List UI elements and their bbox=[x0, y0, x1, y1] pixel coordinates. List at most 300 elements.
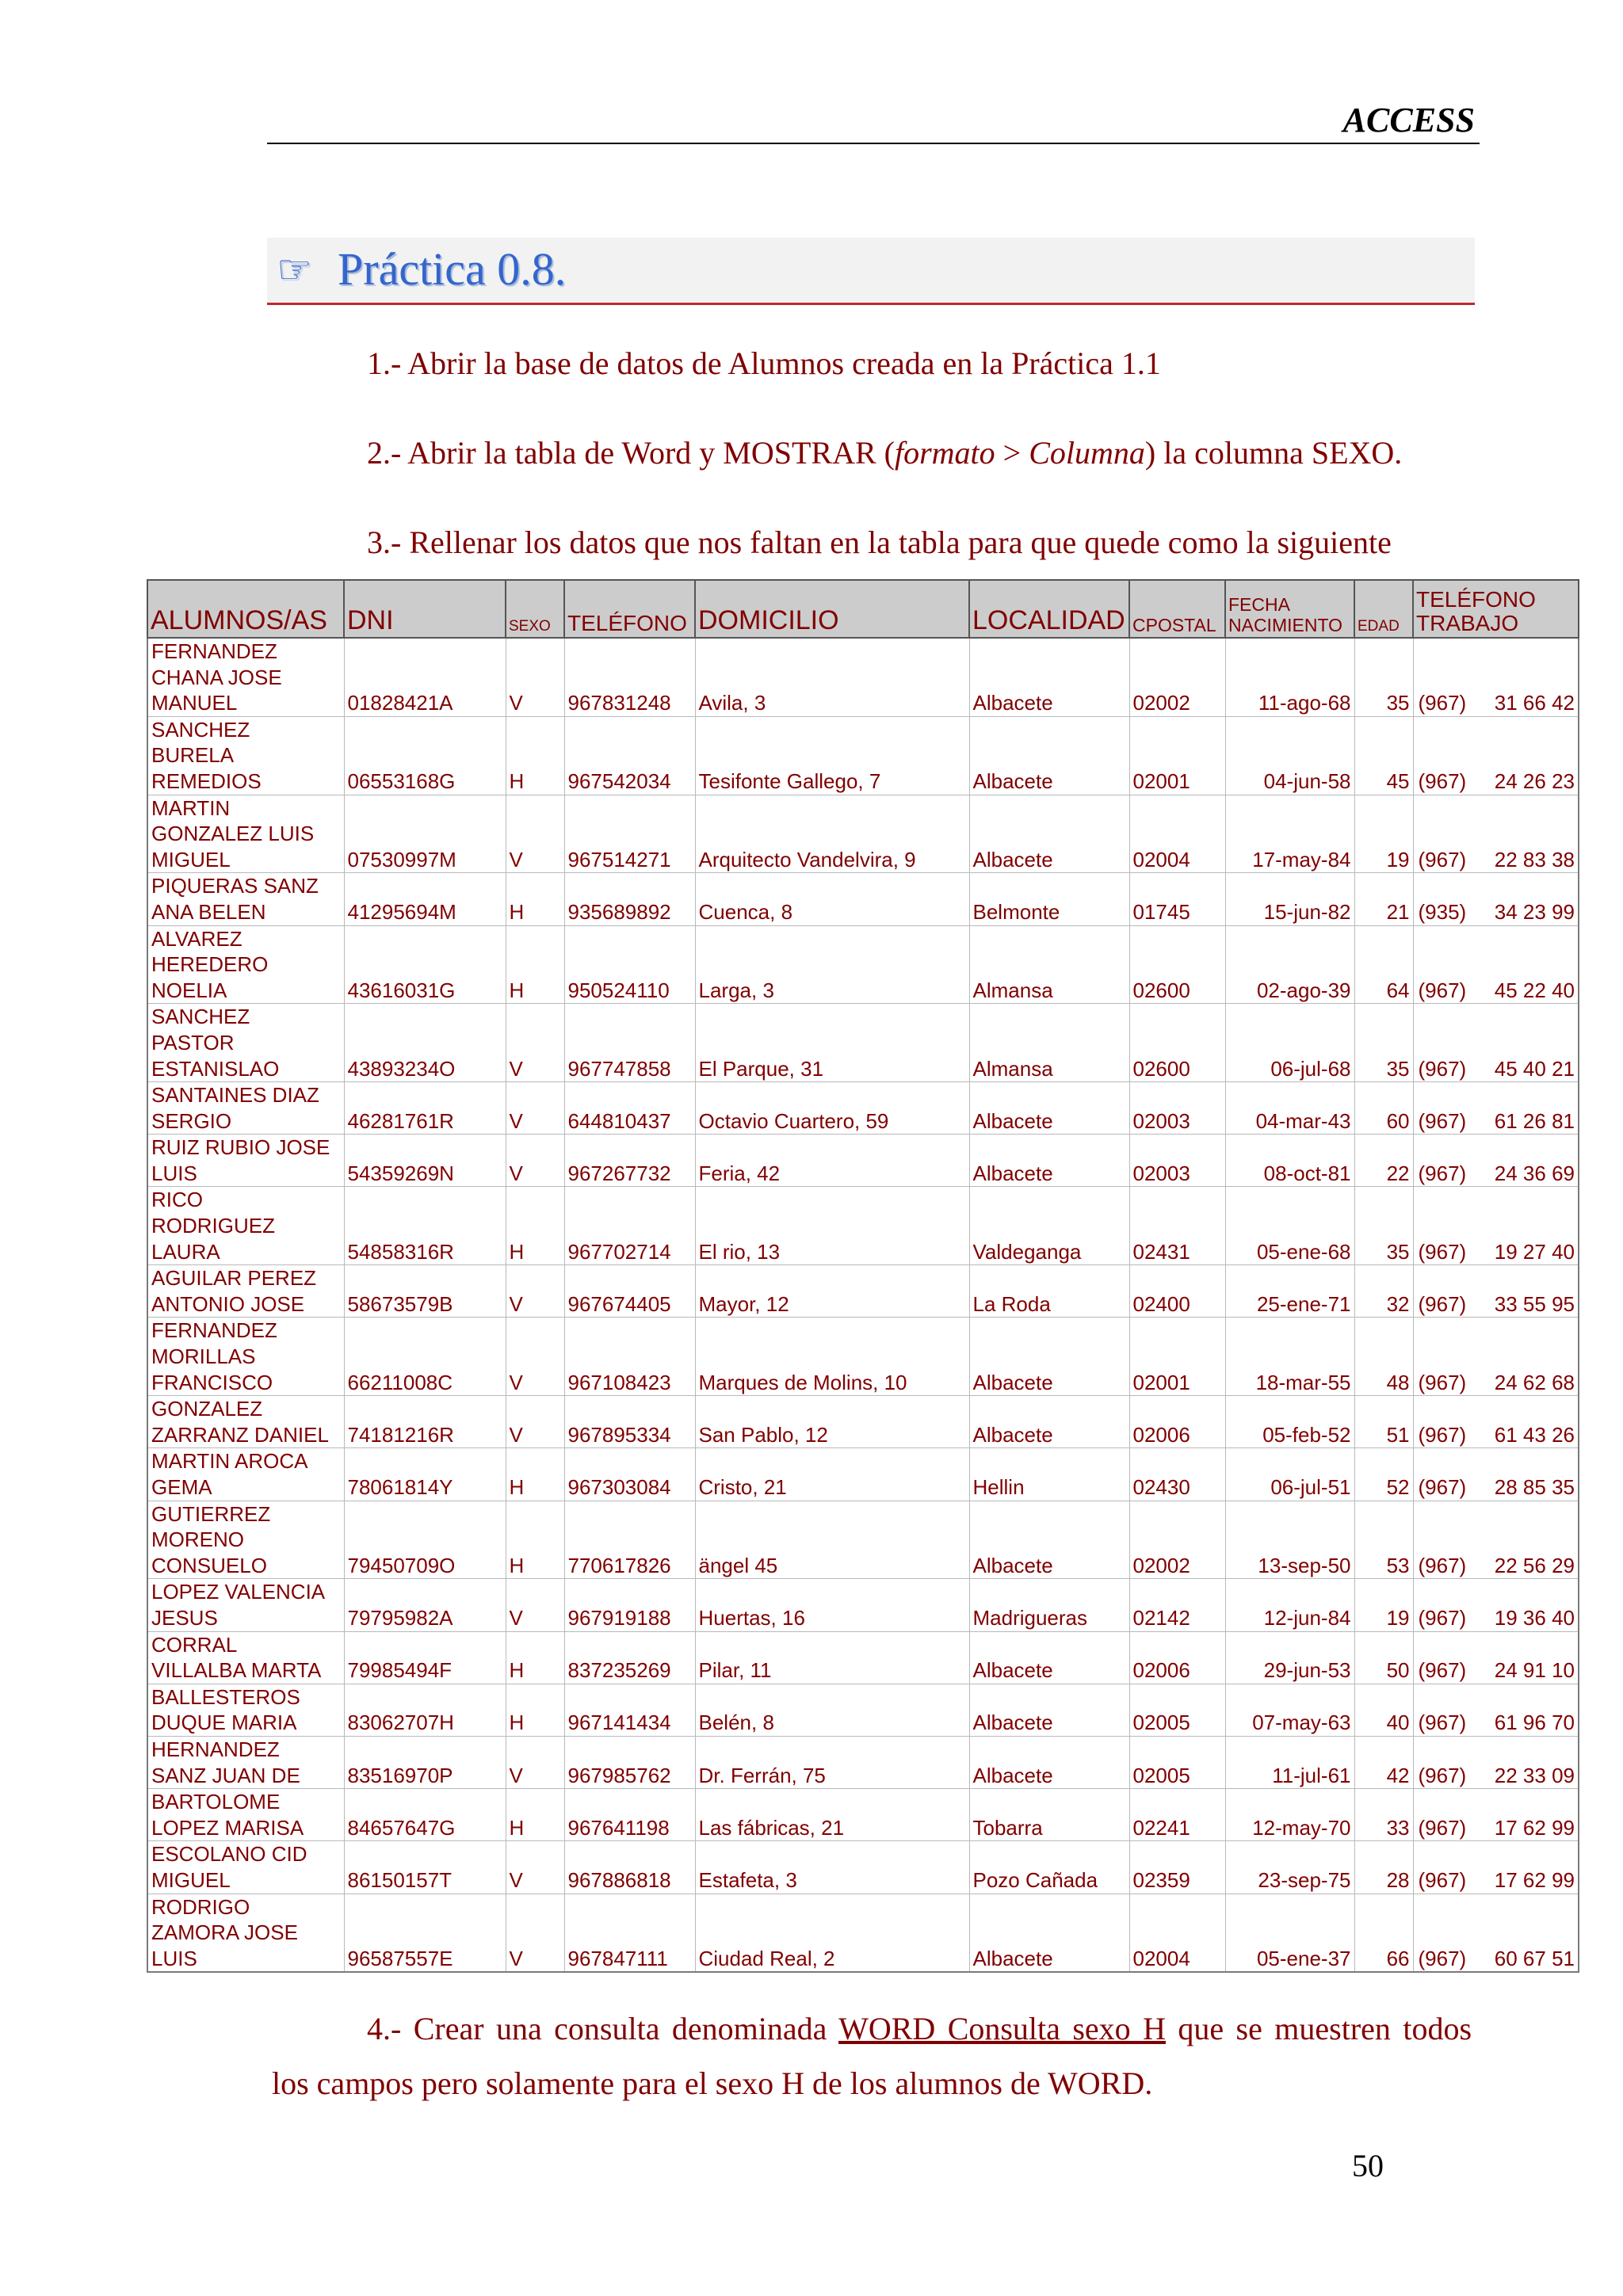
table-cell-edad: 35 bbox=[1354, 638, 1413, 716]
telefono-trabajo-area: (967) bbox=[1418, 1763, 1467, 1787]
running-header-title: ACCESS bbox=[1342, 101, 1475, 139]
telefono-trabajo bbox=[1417, 1056, 1575, 1082]
table-cell-localidad: Tobarra bbox=[969, 1789, 1129, 1841]
table-cell-telefono-trabajo bbox=[1413, 1396, 1579, 1448]
table-cell-dni: 83516970P bbox=[344, 1736, 506, 1788]
telefono-trabajo-area: (967) bbox=[1418, 978, 1467, 1002]
table-cell-telefono-trabajo bbox=[1413, 1789, 1579, 1841]
table-cell-edad: 48 bbox=[1354, 1318, 1413, 1396]
telefono-trabajo-area: (967) bbox=[1418, 1867, 1467, 1892]
name-line: MORILLAS bbox=[151, 1344, 256, 1369]
telefono-trabajo-numero: 24 36 69 bbox=[1494, 1161, 1575, 1185]
name-line: MARTIN bbox=[151, 795, 231, 820]
name-line: AGUILAR PEREZ bbox=[151, 1266, 317, 1291]
table-cell-sexo: H bbox=[506, 925, 564, 1004]
col-header-telefono bbox=[564, 580, 695, 638]
telefono-trabajo-numero: 22 83 38 bbox=[1494, 847, 1575, 871]
table-cell-cpostal: 02241 bbox=[1129, 1789, 1225, 1841]
table-cell-telefono: 967847111 bbox=[564, 1894, 695, 1972]
table-cell-edad: 52 bbox=[1354, 1448, 1413, 1501]
table-cell-fecha-nacimiento: 15-jun-82 bbox=[1225, 873, 1354, 925]
table-cell-edad: 32 bbox=[1354, 1265, 1413, 1318]
table-cell-dni: 07530997M bbox=[344, 795, 506, 873]
name-line: MARTIN AROCA bbox=[151, 1449, 308, 1474]
table-cell-sexo: H bbox=[506, 1631, 564, 1684]
telefono-trabajo-numero: 17 62 99 bbox=[1494, 1867, 1575, 1892]
step-4-text-end: que se muestren todos bbox=[1165, 2011, 1472, 2046]
header-label: EDAD bbox=[1358, 618, 1400, 635]
table-cell-domicilio: Arquitecto Vandelvira, 9 bbox=[695, 795, 969, 873]
name-line: SANCHEZ bbox=[151, 1005, 250, 1029]
table-cell-edad: 35 bbox=[1354, 1004, 1413, 1082]
table-cell-telefono-trabajo bbox=[1413, 925, 1579, 1004]
table-cell-dni: 43616031G bbox=[344, 925, 506, 1004]
name-line: ESTANISLAO bbox=[151, 1056, 280, 1081]
table-cell-cpostal: 01745 bbox=[1129, 873, 1225, 925]
table-cell-dni: 58673579B bbox=[344, 1265, 506, 1318]
table-cell-localidad: Valdeganga bbox=[969, 1187, 1129, 1265]
table-cell-fecha-nacimiento: 17-may-84 bbox=[1225, 795, 1354, 873]
table-cell-localidad: Almansa bbox=[969, 925, 1129, 1004]
table-cell-sexo: V bbox=[506, 638, 564, 716]
table-cell-domicilio: Mayor, 12 bbox=[695, 1265, 969, 1318]
step-3: 3.- Rellenar los datos que nos faltan en la tabla para que quede como la siguiente bbox=[367, 524, 1392, 560]
telefono-trabajo-area: (967) bbox=[1418, 691, 1467, 715]
name-line: BURELA bbox=[151, 743, 235, 768]
table-cell-localidad: Albacete bbox=[969, 716, 1129, 795]
table-cell-cpostal: 02006 bbox=[1129, 1631, 1225, 1684]
telefono-trabajo bbox=[1417, 1553, 1575, 1579]
name-line: SANCHEZ bbox=[151, 717, 250, 742]
table-cell-sexo: V bbox=[506, 1894, 564, 1972]
table-cell-name bbox=[147, 716, 344, 795]
name-line: SANZ JUAN DE bbox=[151, 1763, 300, 1787]
name-line: FRANCISCO bbox=[151, 1370, 273, 1394]
table-cell-cpostal: 02002 bbox=[1129, 1501, 1225, 1579]
telefono-trabajo bbox=[1417, 899, 1575, 925]
table-cell-telefono: 967108423 bbox=[564, 1318, 695, 1396]
table-row bbox=[147, 873, 1579, 925]
table-cell-domicilio: Las fábricas, 21 bbox=[695, 1789, 969, 1841]
table-cell-telefono: 967831248 bbox=[564, 638, 695, 716]
practice-title: Práctica 0.8. bbox=[338, 243, 567, 295]
table-cell-telefono-trabajo bbox=[1413, 1501, 1579, 1579]
telefono-trabajo-area: (967) bbox=[1418, 847, 1467, 871]
name-line: REMEDIOS bbox=[151, 769, 262, 793]
table-cell-fecha-nacimiento: 04-mar-43 bbox=[1225, 1082, 1354, 1135]
step-1: 1.- Abrir la base de datos de Alumnos creada en la Práctica 1.1 bbox=[367, 345, 1161, 381]
name-line: ESCOLANO CID bbox=[151, 1842, 307, 1867]
telefono-trabajo-area: (967) bbox=[1418, 1658, 1467, 1683]
name-line: LOPEZ MARISA bbox=[151, 1815, 304, 1840]
table-cell-name bbox=[147, 1894, 344, 1972]
name-line: SERGIO bbox=[151, 1108, 232, 1133]
table-cell-dni: 84657647G bbox=[344, 1789, 506, 1841]
name-line: ALVAREZ bbox=[151, 926, 242, 951]
table-cell-fecha-nacimiento: 25-ene-71 bbox=[1225, 1265, 1354, 1318]
table-cell-fecha-nacimiento: 07-may-63 bbox=[1225, 1684, 1354, 1736]
table-cell-localidad: Albacete bbox=[969, 1135, 1129, 1187]
table-cell-domicilio: El rio, 13 bbox=[695, 1187, 969, 1265]
step-4-text: 4.- Crear una consulta denominada bbox=[367, 2011, 839, 2046]
table-cell-name bbox=[147, 873, 344, 925]
table-cell-edad: 50 bbox=[1354, 1631, 1413, 1684]
col-header-dni bbox=[344, 580, 506, 638]
table-cell-name bbox=[147, 1318, 344, 1396]
table-row bbox=[147, 1631, 1579, 1684]
telefono-trabajo bbox=[1417, 978, 1575, 1004]
table-cell-telefono-trabajo bbox=[1413, 1579, 1579, 1631]
col-header-alumnos bbox=[147, 580, 344, 638]
table-cell-name bbox=[147, 1579, 344, 1631]
table-cell-telefono-trabajo bbox=[1413, 1135, 1579, 1187]
telefono-trabajo-area: (967) bbox=[1418, 1108, 1467, 1133]
table-cell-localidad: Albacete bbox=[969, 1631, 1129, 1684]
table-cell-dni: 06553168G bbox=[344, 716, 506, 795]
table-row bbox=[147, 1841, 1579, 1894]
table-cell-sexo: V bbox=[506, 1396, 564, 1448]
telefono-trabajo-numero: 45 40 21 bbox=[1494, 1056, 1575, 1081]
table-cell-name bbox=[147, 1004, 344, 1082]
telefono-trabajo-area: (935) bbox=[1418, 899, 1467, 924]
table-cell-fecha-nacimiento: 06-jul-68 bbox=[1225, 1004, 1354, 1082]
table-cell-dni: 83062707H bbox=[344, 1684, 506, 1736]
name-line: RUIZ RUBIO JOSE bbox=[151, 1135, 330, 1160]
telefono-trabajo-numero: 31 66 42 bbox=[1494, 691, 1575, 715]
name-line: HEREDERO bbox=[151, 952, 269, 977]
telefono-trabajo-numero: 60 67 51 bbox=[1494, 1946, 1575, 1970]
table-cell-telefono-trabajo bbox=[1413, 1265, 1579, 1318]
table-cell-edad: 28 bbox=[1354, 1841, 1413, 1894]
table-cell-name bbox=[147, 1396, 344, 1448]
table-cell-fecha-nacimiento: 02-ago-39 bbox=[1225, 925, 1354, 1004]
telefono-trabajo-numero: 34 23 99 bbox=[1494, 899, 1575, 924]
table-cell-edad: 45 bbox=[1354, 716, 1413, 795]
table-row bbox=[147, 1789, 1579, 1841]
table-cell-fecha-nacimiento: 08-oct-81 bbox=[1225, 1135, 1354, 1187]
table-cell-sexo: V bbox=[506, 1135, 564, 1187]
telefono-trabajo-numero: 24 26 23 bbox=[1494, 769, 1575, 793]
alumnos-table bbox=[147, 579, 1579, 1973]
table-cell-telefono-trabajo bbox=[1413, 873, 1579, 925]
name-line: MANUEL bbox=[151, 691, 238, 715]
table-cell-dni: 66211008C bbox=[344, 1318, 506, 1396]
col-header-edad bbox=[1354, 580, 1413, 638]
name-line: NOELIA bbox=[151, 978, 227, 1002]
table-row bbox=[147, 1448, 1579, 1501]
telefono-trabajo bbox=[1417, 1763, 1575, 1789]
name-line: VILLALBA MARTA bbox=[151, 1658, 322, 1683]
header-label: CPOSTAL bbox=[1132, 615, 1216, 635]
telefono-trabajo-area: (967) bbox=[1418, 1946, 1467, 1970]
telefono-trabajo bbox=[1417, 1867, 1575, 1894]
telefono-trabajo-numero: 28 85 35 bbox=[1494, 1475, 1575, 1499]
table-cell-sexo: V bbox=[506, 1736, 564, 1788]
table-cell-telefono-trabajo bbox=[1413, 795, 1579, 873]
telefono-trabajo-area: (967) bbox=[1418, 1475, 1467, 1499]
col-header-localidad bbox=[969, 580, 1129, 638]
table-cell-localidad: Albacete bbox=[969, 638, 1129, 716]
telefono-trabajo bbox=[1417, 1815, 1575, 1841]
table-cell-fecha-nacimiento: 12-may-70 bbox=[1225, 1789, 1354, 1841]
table-cell-domicilio: Marques de Molins, 10 bbox=[695, 1318, 969, 1396]
table-cell-name bbox=[147, 1501, 344, 1579]
name-line: RODRIGUEZ bbox=[151, 1214, 275, 1238]
table-cell-domicilio: ängel 45 bbox=[695, 1501, 969, 1579]
table-cell-localidad: La Roda bbox=[969, 1265, 1129, 1318]
name-line: GONZALEZ bbox=[151, 1397, 263, 1421]
table-cell-telefono-trabajo bbox=[1413, 1187, 1579, 1265]
table-cell-telefono: 967895334 bbox=[564, 1396, 695, 1448]
telefono-trabajo bbox=[1417, 1161, 1575, 1187]
table-cell-domicilio: Avila, 3 bbox=[695, 638, 969, 716]
step-2-italic-formato: formato bbox=[894, 435, 995, 471]
table-cell-cpostal: 02600 bbox=[1129, 925, 1225, 1004]
table-cell-dni: 86150157T bbox=[344, 1841, 506, 1894]
name-line: PIQUERAS SANZ bbox=[151, 874, 319, 898]
telefono-trabajo-area: (967) bbox=[1418, 1239, 1467, 1264]
telefono-trabajo-numero: 61 43 26 bbox=[1494, 1422, 1575, 1447]
header-label-line: TRABAJO bbox=[1416, 611, 1519, 635]
table-cell-edad: 60 bbox=[1354, 1082, 1413, 1135]
name-line: BARTOLOME bbox=[151, 1790, 281, 1814]
table-row bbox=[147, 795, 1579, 873]
table-cell-domicilio: Octavio Cuartero, 59 bbox=[695, 1082, 969, 1135]
table-cell-dni: 01828421A bbox=[344, 638, 506, 716]
telefono-trabajo-numero: 61 96 70 bbox=[1494, 1711, 1575, 1735]
table-cell-dni: 43893234O bbox=[344, 1004, 506, 1082]
step-2-text-end: ) la columna SEXO. bbox=[1144, 435, 1403, 471]
table-row bbox=[147, 1501, 1579, 1579]
table-cell-fecha-nacimiento: 11-ago-68 bbox=[1225, 638, 1354, 716]
table-cell-localidad: Albacete bbox=[969, 1894, 1129, 1972]
header-label-line: TELÉFONO bbox=[1416, 587, 1536, 612]
table-cell-domicilio: Belén, 8 bbox=[695, 1684, 969, 1736]
table-cell-edad: 66 bbox=[1354, 1894, 1413, 1972]
table-cell-telefono: 967141434 bbox=[564, 1684, 695, 1736]
table-row bbox=[147, 1736, 1579, 1788]
telefono-trabajo bbox=[1417, 1422, 1575, 1448]
table-cell-edad: 40 bbox=[1354, 1684, 1413, 1736]
name-line: CORRAL bbox=[151, 1632, 238, 1657]
table-cell-domicilio: El Parque, 31 bbox=[695, 1004, 969, 1082]
table-cell-domicilio: Cristo, 21 bbox=[695, 1448, 969, 1501]
page-number: 50 bbox=[1352, 2148, 1384, 2183]
table-row bbox=[147, 716, 1579, 795]
table-cell-localidad: Albacete bbox=[969, 1501, 1129, 1579]
table-cell-edad: 42 bbox=[1354, 1736, 1413, 1788]
table-row bbox=[147, 1684, 1579, 1736]
table-cell-telefono: 950524110 bbox=[564, 925, 695, 1004]
table-cell-telefono: 967919188 bbox=[564, 1579, 695, 1631]
name-line: LAURA bbox=[151, 1239, 220, 1264]
col-header-fecha-nacimiento bbox=[1225, 580, 1354, 638]
table-row bbox=[147, 1396, 1579, 1448]
table-cell-sexo: H bbox=[506, 1187, 564, 1265]
name-line: ZARRANZ DANIEL bbox=[151, 1422, 329, 1447]
telefono-trabajo-area: (967) bbox=[1418, 1291, 1467, 1316]
telefono-trabajo bbox=[1417, 1474, 1575, 1501]
name-line: ZAMORA JOSE bbox=[151, 1920, 298, 1945]
telefono-trabajo-area: (967) bbox=[1418, 1056, 1467, 1081]
table-cell-cpostal: 02430 bbox=[1129, 1448, 1225, 1501]
name-line: BALLESTEROS bbox=[151, 1684, 300, 1709]
table-cell-domicilio: San Pablo, 12 bbox=[695, 1396, 969, 1448]
table-cell-sexo: H bbox=[506, 1684, 564, 1736]
table-cell-cpostal: 02002 bbox=[1129, 638, 1225, 716]
table-cell-domicilio: Larga, 3 bbox=[695, 925, 969, 1004]
table-cell-sexo: V bbox=[506, 1579, 564, 1631]
telefono-trabajo-numero: 24 91 10 bbox=[1494, 1658, 1575, 1683]
table-cell-edad: 21 bbox=[1354, 873, 1413, 925]
table-cell-fecha-nacimiento: 18-mar-55 bbox=[1225, 1318, 1354, 1396]
table-cell-edad: 51 bbox=[1354, 1396, 1413, 1448]
col-header-domicilio bbox=[695, 580, 969, 638]
table-cell-sexo: V bbox=[506, 1265, 564, 1318]
telefono-trabajo-area: (967) bbox=[1418, 1370, 1467, 1394]
table-cell-name bbox=[147, 1631, 344, 1684]
table-cell-name bbox=[147, 1789, 344, 1841]
table-cell-telefono: 837235269 bbox=[564, 1631, 695, 1684]
table-body bbox=[147, 638, 1579, 1972]
table-cell-cpostal: 02142 bbox=[1129, 1579, 1225, 1631]
table-cell-name bbox=[147, 795, 344, 873]
telefono-trabajo-numero: 33 55 95 bbox=[1494, 1291, 1575, 1316]
table-cell-fecha-nacimiento: 23-sep-75 bbox=[1225, 1841, 1354, 1894]
table-cell-name bbox=[147, 1187, 344, 1265]
table-cell-localidad: Madrigueras bbox=[969, 1579, 1129, 1631]
table-cell-name bbox=[147, 1736, 344, 1788]
table-header-row bbox=[147, 580, 1579, 638]
telefono-trabajo-numero: 22 33 09 bbox=[1494, 1763, 1575, 1787]
table-cell-name bbox=[147, 1135, 344, 1187]
table-cell-telefono: 967747858 bbox=[564, 1004, 695, 1082]
table-cell-name bbox=[147, 1684, 344, 1736]
table-cell-localidad: Pozo Cañada bbox=[969, 1841, 1129, 1894]
table-cell-sexo: V bbox=[506, 1082, 564, 1135]
header-label: LOCALIDAD bbox=[972, 605, 1125, 635]
header-label: DOMICILIO bbox=[698, 605, 839, 635]
telefono-trabajo bbox=[1417, 1605, 1575, 1631]
table-cell-fecha-nacimiento: 13-sep-50 bbox=[1225, 1501, 1354, 1579]
name-line: RODRIGO bbox=[151, 1894, 250, 1919]
table-cell-dni: 79450709O bbox=[344, 1501, 506, 1579]
telefono-trabajo bbox=[1417, 1291, 1575, 1318]
table-cell-name bbox=[147, 1082, 344, 1135]
table-cell-telefono: 967514271 bbox=[564, 795, 695, 873]
header-label: TELÉFONO bbox=[567, 611, 687, 635]
telefono-trabajo-area: (967) bbox=[1418, 1553, 1467, 1577]
table-cell-telefono: 644810437 bbox=[564, 1082, 695, 1135]
header-label: DNI bbox=[347, 605, 394, 635]
pointing-hand-icon: ☞ bbox=[277, 246, 312, 292]
table-cell-dni: 54359269N bbox=[344, 1135, 506, 1187]
header-label-line: FECHA bbox=[1228, 594, 1290, 615]
header-rule bbox=[267, 143, 1480, 144]
table-cell-dni: 74181216R bbox=[344, 1396, 506, 1448]
table-cell-domicilio: Huertas, 16 bbox=[695, 1579, 969, 1631]
table-row bbox=[147, 1265, 1579, 1318]
table-cell-edad: 35 bbox=[1354, 1187, 1413, 1265]
table-cell-telefono-trabajo bbox=[1413, 1736, 1579, 1788]
telefono-trabajo bbox=[1417, 1108, 1575, 1135]
telefono-trabajo bbox=[1417, 1710, 1575, 1736]
table-cell-telefono: 935689892 bbox=[564, 873, 695, 925]
name-line: LOPEZ VALENCIA bbox=[151, 1580, 326, 1604]
table-cell-fecha-nacimiento: 05-feb-52 bbox=[1225, 1396, 1354, 1448]
table-cell-dni: 96587557E bbox=[344, 1894, 506, 1972]
table-cell-telefono-trabajo bbox=[1413, 1841, 1579, 1894]
table-cell-cpostal: 02001 bbox=[1129, 1318, 1225, 1396]
table-cell-sexo: V bbox=[506, 1841, 564, 1894]
telefono-trabajo bbox=[1417, 847, 1575, 873]
telefono-trabajo-area: (967) bbox=[1418, 1815, 1467, 1840]
table-cell-dni: 79985494F bbox=[344, 1631, 506, 1684]
table-cell-edad: 33 bbox=[1354, 1789, 1413, 1841]
telefono-trabajo-numero: 22 56 29 bbox=[1494, 1553, 1575, 1577]
table-cell-telefono: 967702714 bbox=[564, 1187, 695, 1265]
table-cell-edad: 19 bbox=[1354, 795, 1413, 873]
table-cell-cpostal: 02359 bbox=[1129, 1841, 1225, 1894]
table-cell-telefono-trabajo bbox=[1413, 1684, 1579, 1736]
table-cell-fecha-nacimiento: 05-ene-37 bbox=[1225, 1894, 1354, 1972]
table-cell-telefono: 967985762 bbox=[564, 1736, 695, 1788]
table-cell-telefono-trabajo bbox=[1413, 1631, 1579, 1684]
telefono-trabajo-numero: 45 22 40 bbox=[1494, 978, 1575, 1002]
table-cell-telefono: 967674405 bbox=[564, 1265, 695, 1318]
telefono-trabajo-numero: 61 26 81 bbox=[1494, 1108, 1575, 1133]
table-cell-fecha-nacimiento: 11-jul-61 bbox=[1225, 1736, 1354, 1788]
name-line: MORENO bbox=[151, 1527, 244, 1552]
table-cell-localidad: Almansa bbox=[969, 1004, 1129, 1082]
table-cell-localidad: Albacete bbox=[969, 795, 1129, 873]
table-cell-dni: 54858316R bbox=[344, 1187, 506, 1265]
table-cell-sexo: V bbox=[506, 1318, 564, 1396]
table-row bbox=[147, 1894, 1579, 1972]
table-row bbox=[147, 925, 1579, 1004]
col-header-cpostal bbox=[1129, 580, 1225, 638]
table-cell-telefono: 967886818 bbox=[564, 1841, 695, 1894]
table-cell-telefono-trabajo bbox=[1413, 1318, 1579, 1396]
table-cell-edad: 53 bbox=[1354, 1501, 1413, 1579]
table-cell-domicilio: Dr. Ferrán, 75 bbox=[695, 1736, 969, 1788]
table-cell-cpostal: 02005 bbox=[1129, 1736, 1225, 1788]
telefono-trabajo-numero: 19 27 40 bbox=[1494, 1239, 1575, 1264]
table-cell-domicilio: Estafeta, 3 bbox=[695, 1841, 969, 1894]
table-cell-cpostal: 02004 bbox=[1129, 1894, 1225, 1972]
table-cell-telefono-trabajo bbox=[1413, 1082, 1579, 1135]
table-cell-cpostal: 02001 bbox=[1129, 716, 1225, 795]
table-cell-edad: 19 bbox=[1354, 1579, 1413, 1631]
step-4-line-2: los campos pero solamente para el sexo H de los alumnos de WORD. bbox=[272, 2065, 1153, 2101]
table-cell-sexo: H bbox=[506, 1448, 564, 1501]
table-cell-cpostal: 02004 bbox=[1129, 795, 1225, 873]
table-cell-domicilio: Pilar, 11 bbox=[695, 1631, 969, 1684]
name-line: MIGUEL bbox=[151, 847, 231, 871]
table-row bbox=[147, 1135, 1579, 1187]
telefono-trabajo bbox=[1417, 1370, 1575, 1396]
table-cell-telefono: 967267732 bbox=[564, 1135, 695, 1187]
step-2-italic-columna: Columna bbox=[1029, 435, 1145, 471]
name-line: DUQUE MARIA bbox=[151, 1711, 297, 1735]
table-cell-localidad: Albacete bbox=[969, 1396, 1129, 1448]
table-cell-telefono-trabajo bbox=[1413, 1448, 1579, 1501]
table-cell-fecha-nacimiento: 29-jun-53 bbox=[1225, 1631, 1354, 1684]
table-cell-sexo: H bbox=[506, 1789, 564, 1841]
name-line: LUIS bbox=[151, 1946, 197, 1970]
name-line: MIGUEL bbox=[151, 1867, 231, 1892]
table-cell-localidad: Albacete bbox=[969, 1684, 1129, 1736]
